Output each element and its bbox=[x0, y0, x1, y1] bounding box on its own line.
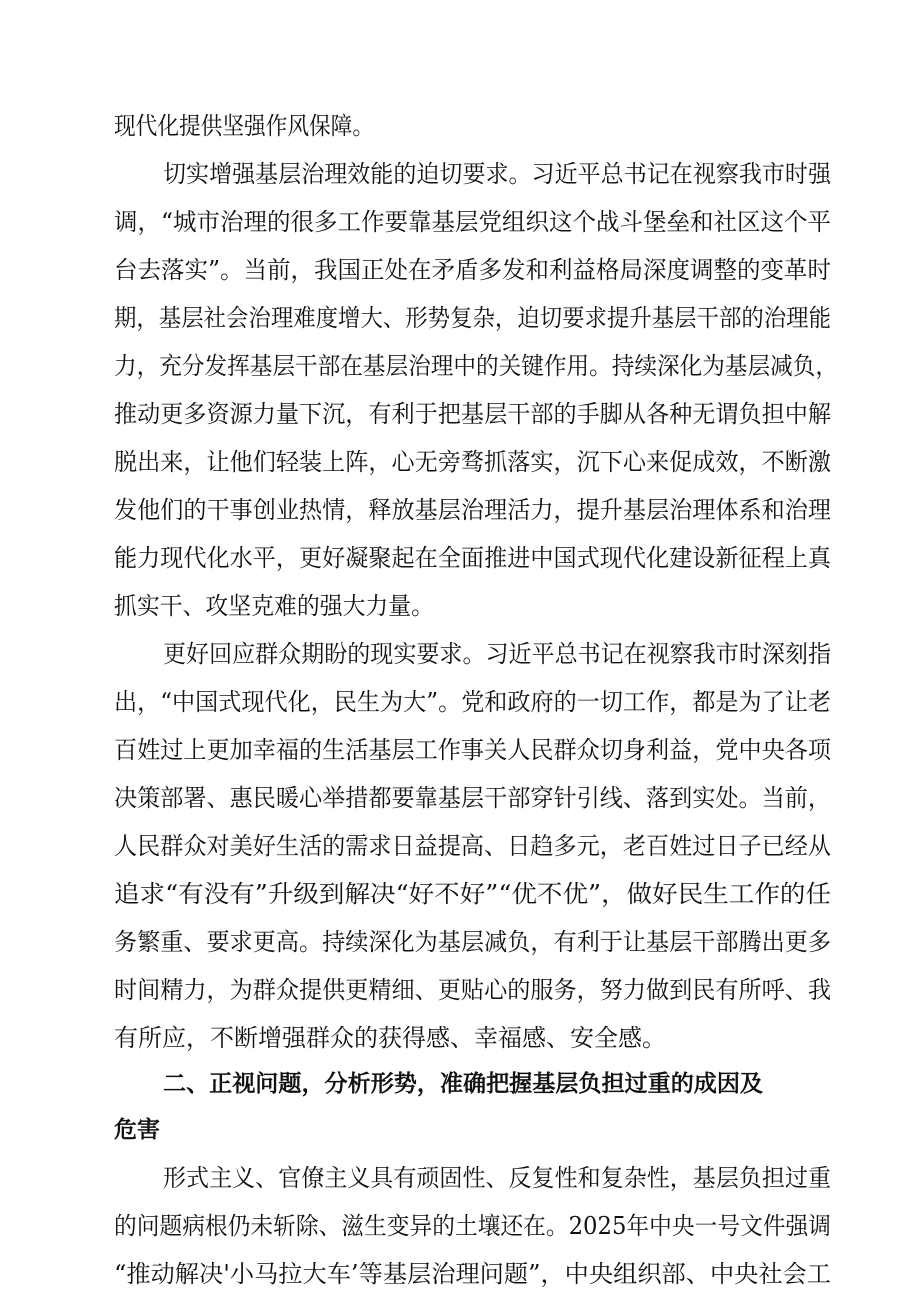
text-line bbox=[0, 735, 920, 765]
text-line bbox=[0, 879, 920, 909]
line-text: 追求“有没有”升级到解决“好不好”“优不优”，做好民生工作的任 bbox=[114, 880, 831, 908]
text-line bbox=[0, 1211, 920, 1241]
line-text: 抓实干、攻坚克难的强大力量。 bbox=[114, 592, 434, 620]
text-line bbox=[0, 687, 920, 717]
text-line bbox=[0, 783, 920, 813]
text-line bbox=[0, 351, 920, 381]
text-line bbox=[0, 159, 920, 189]
line-text: 更好回应群众期盼的现实要求。习近平总书记在视察我市时深刻指 bbox=[163, 640, 831, 668]
text-line bbox=[0, 591, 920, 621]
line-text: 的问题病根仍未斩除、滋生变异的土壤还在。2025年中央一号文件强调 bbox=[114, 1212, 831, 1240]
text-line bbox=[0, 1259, 920, 1289]
line-text: 发他们的干事创业热情，释放基层治理活力，提升基层治理体系和治理 bbox=[114, 496, 831, 524]
text-line bbox=[0, 543, 920, 573]
line-text: 台去落实”。当前，我国正处在矛盾多发和利益格局深度调整的变革时 bbox=[114, 256, 831, 284]
line-text: 脱出来，让他们轻装上阵，心无旁骛抓落实，沉下心来促成效，不断激 bbox=[114, 448, 831, 476]
text-line bbox=[0, 927, 920, 957]
section-heading bbox=[0, 1069, 920, 1099]
line-text: 有所应，不断增强群众的获得感、幸福感、安全感。 bbox=[114, 1024, 666, 1052]
heading-text: 二、正视问题，分析形势，准确把握基层负担过重的成因及 bbox=[163, 1071, 764, 1097]
section-heading bbox=[0, 1115, 920, 1145]
text-line bbox=[0, 255, 920, 285]
text-line bbox=[0, 447, 920, 477]
line-text: 能力现代化水平，更好凝聚起在全面推进中国式现代化建设新征程上真 bbox=[114, 544, 831, 572]
line-text: “推动解决'小马拉大车’等基层治理问题”，中央组织部、中央社会工 bbox=[114, 1260, 831, 1288]
text-line bbox=[0, 303, 920, 333]
line-text: 决策部署、惠民暖心举措都要靠基层干部穿针引线、落到实处。当前， bbox=[114, 784, 831, 812]
text-line bbox=[0, 1023, 920, 1053]
line-text: 切实增强基层治理效能的迫切要求。习近平总书记在视察我市时强 bbox=[163, 160, 831, 188]
text-line bbox=[0, 495, 920, 525]
text-line bbox=[0, 831, 920, 861]
line-text: 务繁重、要求更高。持续深化为基层减负，有利于让基层干部腾出更多 bbox=[114, 928, 831, 956]
text-line bbox=[0, 639, 920, 669]
line-text: 时间精力，为群众提供更精细、更贴心的服务，努力做到民有所呼、我 bbox=[114, 976, 831, 1004]
text-line bbox=[0, 975, 920, 1005]
text-line bbox=[0, 207, 920, 237]
line-text: 力，充分发挥基层干部在基层治理中的关键作用。持续深化为基层减负， bbox=[114, 352, 838, 380]
line-text: 推动更多资源力量下沉，有利于把基层干部的手脚从各种无谓负担中解 bbox=[114, 400, 831, 428]
heading-text: 危害 bbox=[114, 1117, 160, 1143]
line-text: 百姓过上更加幸福的生活基层工作事关人民群众切身利益，党中央各项 bbox=[114, 736, 831, 764]
line-text: 调，“城市治理的很多工作要靠基层党组织这个战斗堡垒和社区这个平 bbox=[114, 208, 831, 236]
text-line bbox=[0, 111, 920, 141]
text-line bbox=[0, 1163, 920, 1193]
line-text: 期，基层社会治理难度增大、形势复杂，迫切要求提升基层干部的治理能 bbox=[114, 304, 831, 332]
line-text: 出，“中国式现代化，民生为大”。党和政府的一切工作，都是为了让老 bbox=[114, 688, 831, 716]
line-text: 形式主义、官僚主义具有顽固性、反复性和复杂性，基层负担过重 bbox=[163, 1164, 831, 1192]
line-text: 现代化提供坚强作风保障。 bbox=[114, 112, 374, 140]
text-line bbox=[0, 399, 920, 429]
line-text: 人民群众对美好生活的需求日益提高、日趋多元，老百姓过日子已经从 bbox=[114, 832, 831, 860]
